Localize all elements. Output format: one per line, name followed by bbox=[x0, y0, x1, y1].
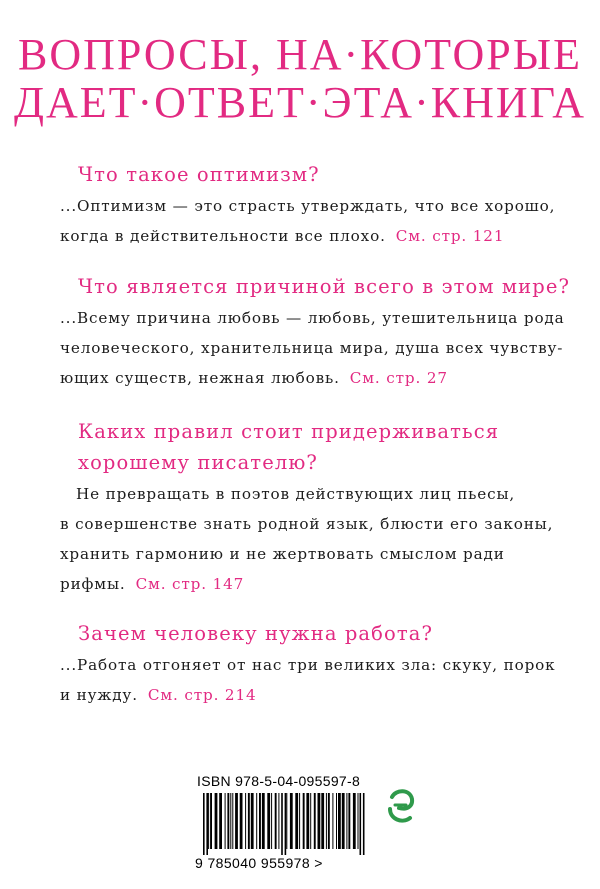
question-3-line-2: хорошему писателю? bbox=[78, 451, 318, 474]
page-reference-4: См. стр. 214 bbox=[147, 686, 257, 704]
barcode-bars bbox=[195, 793, 372, 855]
answer-2-line-3: ющих существ, нежная любовь. См. стр. 27 bbox=[60, 369, 448, 387]
answer-4-line-2: и нужду. См. стр. 214 bbox=[60, 686, 257, 704]
answer-3-line-2: в совершенстве знать родной язык, блюсти его законы, bbox=[60, 515, 554, 533]
barcode-digits: 9 785040 955978 > bbox=[195, 855, 323, 871]
title-line-1: ВОПРОСЫ, НА·КОТОРЫЕ bbox=[18, 30, 582, 79]
page-reference-1: См. стр. 121 bbox=[395, 227, 505, 245]
answer-3-line-1: Не превращать в поэтов действующих лиц пьесы, bbox=[76, 485, 516, 503]
answer-2-line-2: человеческого, хранительница мира, душа всех чувству- bbox=[60, 339, 564, 357]
question-4: Зачем человеку нужна работа? bbox=[78, 622, 433, 645]
answer-1-line-1: ...Оптимизм — это страсть утверждать, что все хорошо, bbox=[60, 197, 556, 215]
title-line-2: ДАЕТ·ОТВЕТ·ЭТА·КНИГА bbox=[13, 78, 587, 127]
barcode bbox=[195, 773, 372, 875]
isbn-label: ISBN 978-5-04-095597-8 bbox=[197, 773, 361, 789]
question-3-line-1: Каких правил стоит придерживаться bbox=[78, 420, 500, 443]
page-reference-2: См. стр. 27 bbox=[349, 369, 448, 387]
question-2: Что является причиной всего в этом мире? bbox=[78, 275, 571, 298]
question-1: Что такое оптимизм? bbox=[78, 163, 320, 186]
eksmo-logo-icon bbox=[386, 786, 416, 826]
answer-3-line-3: хранить гармонию и не жертвовать смыслом ради bbox=[60, 545, 505, 563]
answer-1-line-2: когда в действительности все плохо. См. стр. 121 bbox=[60, 227, 505, 245]
answer-3-line-4: рифмы. См. стр. 147 bbox=[60, 575, 245, 593]
answer-4-line-1: ...Работа отгоняет от нас три великих зла: скуку, порок bbox=[60, 656, 556, 674]
answer-2-line-1: ...Всему причина любовь — любовь, утешительница рода bbox=[60, 309, 565, 327]
page-reference-3: См. стр. 147 bbox=[135, 575, 245, 593]
